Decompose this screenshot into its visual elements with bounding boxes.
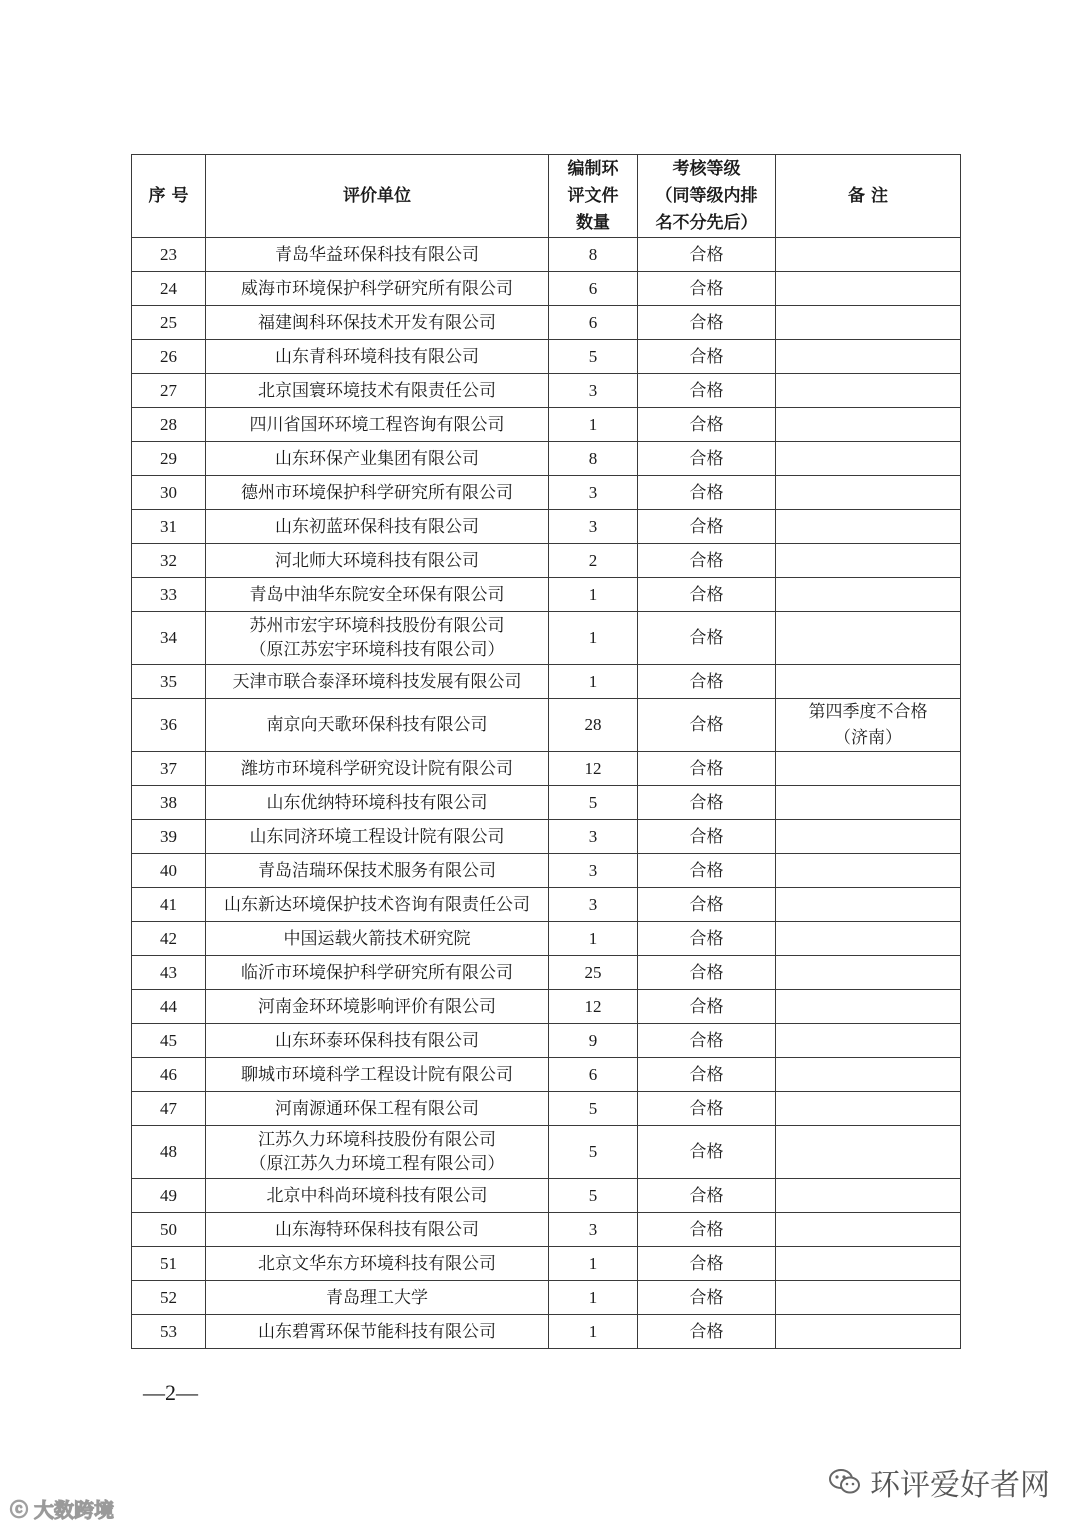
row-grade: 合格	[638, 1213, 776, 1247]
wechat-icon	[828, 1467, 862, 1497]
row-note	[776, 888, 961, 922]
row-note	[776, 442, 961, 476]
row-seq: 51	[132, 1247, 206, 1281]
row-unit-name	[206, 699, 549, 752]
row-seq: 33	[132, 578, 206, 612]
row-unit-name-line: 江苏久力环境科技股份有限公司	[258, 1130, 496, 1150]
table-row	[132, 578, 961, 612]
row-grade: 合格	[638, 699, 776, 752]
row-seq: 32	[132, 544, 206, 578]
row-unit-name-line: 潍坊市环境科学研究设计院有限公司	[241, 758, 513, 779]
row-unit-name	[206, 1126, 549, 1179]
row-unit-name	[206, 665, 549, 699]
row-unit-name	[206, 820, 549, 854]
row-unit-name-line: 山东海特环保科技有限公司	[275, 1219, 479, 1240]
row-seq: 49	[132, 1179, 206, 1213]
watermark-logo-icon: ⓒ	[10, 1499, 28, 1521]
table-row	[132, 786, 961, 820]
row-note	[776, 1024, 961, 1058]
row-count: 6	[549, 1058, 638, 1092]
row-unit-name	[206, 752, 549, 786]
row-unit-name-line: 山东青科环境科技有限公司	[275, 346, 479, 367]
row-count: 25	[549, 956, 638, 990]
table-row	[132, 752, 961, 786]
row-note	[776, 544, 961, 578]
row-unit-name-line: 天津市联合泰泽环境科技发展有限公司	[232, 671, 522, 692]
row-unit-name-line: 山东碧霄环保节能科技有限公司	[258, 1321, 496, 1342]
row-seq: 39	[132, 820, 206, 854]
header-count	[549, 155, 638, 238]
row-grade: 合格	[638, 272, 776, 306]
row-grade: 合格	[638, 442, 776, 476]
row-seq: 31	[132, 510, 206, 544]
row-note	[776, 922, 961, 956]
row-count: 1	[549, 578, 638, 612]
table-row	[132, 544, 961, 578]
table-row	[132, 820, 961, 854]
page-number: —2—	[143, 1380, 198, 1405]
watermark-right	[828, 1460, 1050, 1504]
row-unit-name	[206, 990, 549, 1024]
table-row	[132, 1179, 961, 1213]
row-count: 9	[549, 1024, 638, 1058]
row-seq: 34	[132, 612, 206, 665]
row-count: 8	[549, 238, 638, 272]
table-row	[132, 854, 961, 888]
row-unit-name	[206, 1092, 549, 1126]
row-count: 5	[549, 340, 638, 374]
row-seq: 36	[132, 699, 206, 752]
row-note	[776, 340, 961, 374]
row-seq: 48	[132, 1126, 206, 1179]
row-count: 3	[549, 854, 638, 888]
row-count: 3	[549, 820, 638, 854]
header-grade-line: （同等级内排	[655, 185, 758, 206]
row-note	[776, 1058, 961, 1092]
row-unit-name-line: 河南源通环保工程有限公司	[275, 1098, 479, 1119]
row-unit-name	[206, 340, 549, 374]
row-unit-name	[206, 1315, 549, 1349]
row-note	[776, 699, 961, 752]
header-count-line: 评文件	[567, 185, 619, 206]
row-unit-name-line: 福建闽科环保技术开发有限公司	[258, 312, 496, 333]
row-count: 3	[549, 888, 638, 922]
row-note	[776, 854, 961, 888]
row-unit-name	[206, 956, 549, 990]
row-unit-name	[206, 442, 549, 476]
table-body	[132, 238, 961, 1349]
row-count: 3	[549, 476, 638, 510]
table-row	[132, 442, 961, 476]
header-count-line: 编制环	[567, 158, 619, 179]
table-row	[132, 374, 961, 408]
row-unit-name-line: （原江苏久力环境工程有限公司）	[249, 1154, 505, 1174]
row-note	[776, 1247, 961, 1281]
row-count: 5	[549, 786, 638, 820]
row-unit-name	[206, 922, 549, 956]
table-row	[132, 1024, 961, 1058]
table-row	[132, 1281, 961, 1315]
table-row	[132, 612, 961, 665]
table-row	[132, 990, 961, 1024]
header-count-line: 数量	[576, 212, 610, 233]
row-grade: 合格	[638, 612, 776, 665]
row-unit-name-line: 青岛洁瑞环保技术服务有限公司	[258, 860, 496, 881]
row-unit-name	[206, 1213, 549, 1247]
row-note	[776, 578, 961, 612]
row-seq: 53	[132, 1315, 206, 1349]
header-unit: 评价单位	[206, 155, 549, 238]
table-row	[132, 1058, 961, 1092]
row-count: 1	[549, 408, 638, 442]
row-unit-name	[206, 1179, 549, 1213]
row-count: 1	[549, 1315, 638, 1349]
row-unit-name-line: 北京中科尚环境科技有限公司	[266, 1185, 488, 1206]
row-unit-name	[206, 786, 549, 820]
row-grade: 合格	[638, 340, 776, 374]
row-grade: 合格	[638, 1247, 776, 1281]
row-unit-name-line: 河北师大环境科技有限公司	[275, 550, 479, 571]
row-grade: 合格	[638, 888, 776, 922]
row-seq: 27	[132, 374, 206, 408]
table-row	[132, 956, 961, 990]
row-unit-name	[206, 510, 549, 544]
row-grade: 合格	[638, 922, 776, 956]
watermark-left	[10, 1494, 114, 1523]
table-row	[132, 408, 961, 442]
row-grade: 合格	[638, 854, 776, 888]
row-seq: 41	[132, 888, 206, 922]
row-note	[776, 306, 961, 340]
row-unit-name-line: 青岛理工大学	[326, 1287, 428, 1308]
table-row	[132, 888, 961, 922]
row-seq: 25	[132, 306, 206, 340]
row-note	[776, 1213, 961, 1247]
row-unit-name-line: 山东环保产业集团有限公司	[275, 448, 479, 469]
table-row	[132, 238, 961, 272]
row-seq: 43	[132, 956, 206, 990]
row-note	[776, 1126, 961, 1179]
watermark-right-text: 环评爱好者网	[870, 1468, 1050, 1503]
row-seq: 45	[132, 1024, 206, 1058]
table-row	[132, 1092, 961, 1126]
row-unit-name-line: 山东同济环境工程设计院有限公司	[249, 826, 505, 847]
row-unit-name-line: 河南金环环境影响评价有限公司	[258, 996, 496, 1017]
row-unit-name	[206, 612, 549, 665]
row-note	[776, 374, 961, 408]
row-count: 3	[549, 374, 638, 408]
header-seq: 序 号	[132, 155, 206, 238]
row-unit-name-line: 德州市环境保护科学研究所有限公司	[241, 482, 513, 503]
row-grade: 合格	[638, 544, 776, 578]
row-grade: 合格	[638, 306, 776, 340]
row-grade: 合格	[638, 786, 776, 820]
row-unit-name	[206, 1058, 549, 1092]
row-note	[776, 1281, 961, 1315]
row-grade: 合格	[638, 956, 776, 990]
row-grade: 合格	[638, 476, 776, 510]
row-note	[776, 510, 961, 544]
row-unit-name-line: 山东环泰环保科技有限公司	[275, 1030, 479, 1051]
row-note	[776, 1179, 961, 1213]
row-unit-name	[206, 272, 549, 306]
row-seq: 29	[132, 442, 206, 476]
row-unit-name	[206, 476, 549, 510]
row-unit-name-line: 北京文华东方环境科技有限公司	[258, 1253, 496, 1274]
row-unit-name	[206, 374, 549, 408]
row-unit-name	[206, 854, 549, 888]
row-count: 6	[549, 306, 638, 340]
row-grade: 合格	[638, 1058, 776, 1092]
row-grade: 合格	[638, 1126, 776, 1179]
row-count: 8	[549, 442, 638, 476]
row-seq: 44	[132, 990, 206, 1024]
row-seq: 23	[132, 238, 206, 272]
row-count: 1	[549, 1281, 638, 1315]
row-seq: 26	[132, 340, 206, 374]
row-unit-name	[206, 1024, 549, 1058]
row-note	[776, 956, 961, 990]
row-grade: 合格	[638, 408, 776, 442]
row-unit-name-line: 临沂市环境保护科学研究所有限公司	[241, 962, 513, 983]
table-row	[132, 1126, 961, 1179]
row-note	[776, 990, 961, 1024]
row-seq: 24	[132, 272, 206, 306]
row-count: 3	[549, 1213, 638, 1247]
row-grade: 合格	[638, 1315, 776, 1349]
row-unit-name-line: 山东优纳特环境科技有限公司	[266, 792, 488, 813]
row-count: 12	[549, 990, 638, 1024]
row-seq: 42	[132, 922, 206, 956]
row-seq: 35	[132, 665, 206, 699]
row-count: 28	[549, 699, 638, 752]
header-grade-line: 名不分先后）	[655, 212, 758, 233]
row-count: 12	[549, 752, 638, 786]
row-grade: 合格	[638, 752, 776, 786]
row-grade: 合格	[638, 578, 776, 612]
row-unit-name-line: 四川省国环环境工程咨询有限公司	[249, 414, 505, 435]
row-unit-name	[206, 238, 549, 272]
row-count: 1	[549, 922, 638, 956]
row-unit-name-line: 山东初蓝环保科技有限公司	[275, 516, 479, 537]
row-grade: 合格	[638, 990, 776, 1024]
row-seq: 37	[132, 752, 206, 786]
row-count: 2	[549, 544, 638, 578]
row-seq: 38	[132, 786, 206, 820]
row-seq: 28	[132, 408, 206, 442]
row-count: 5	[549, 1092, 638, 1126]
row-note	[776, 272, 961, 306]
row-note	[776, 1092, 961, 1126]
row-note	[776, 820, 961, 854]
row-grade: 合格	[638, 374, 776, 408]
row-note	[776, 238, 961, 272]
table-row	[132, 1213, 961, 1247]
row-unit-name	[206, 1281, 549, 1315]
row-note	[776, 408, 961, 442]
row-count: 3	[549, 510, 638, 544]
table-header-row	[132, 155, 961, 238]
row-count: 1	[549, 612, 638, 665]
table-row	[132, 476, 961, 510]
watermark-left-text: 大数跨境	[34, 1498, 114, 1522]
row-unit-name-line: 聊城市环境科学工程设计院有限公司	[241, 1064, 513, 1085]
row-note	[776, 665, 961, 699]
table-row	[132, 665, 961, 699]
row-note-line: 第四季度不合格	[808, 702, 928, 722]
row-grade: 合格	[638, 238, 776, 272]
row-count: 1	[549, 665, 638, 699]
row-note	[776, 612, 961, 665]
row-note	[776, 1315, 961, 1349]
row-unit-name	[206, 408, 549, 442]
row-grade: 合格	[638, 1092, 776, 1126]
row-grade: 合格	[638, 820, 776, 854]
evaluation-table	[131, 154, 961, 1349]
table-row	[132, 510, 961, 544]
header-note: 备 注	[776, 155, 961, 238]
row-unit-name	[206, 306, 549, 340]
row-count: 5	[549, 1179, 638, 1213]
header-grade-line: 考核等级	[672, 158, 741, 179]
row-grade: 合格	[638, 665, 776, 699]
row-seq: 30	[132, 476, 206, 510]
row-note	[776, 752, 961, 786]
row-count: 1	[549, 1247, 638, 1281]
row-unit-name-line: 南京向天歌环保科技有限公司	[266, 715, 488, 735]
row-grade: 合格	[638, 1281, 776, 1315]
row-count: 5	[549, 1126, 638, 1179]
table-row	[132, 1315, 961, 1349]
header-grade	[638, 155, 776, 238]
row-unit-name-line: 山东新达环境保护技术咨询有限责任公司	[224, 894, 530, 915]
row-note	[776, 786, 961, 820]
row-count: 6	[549, 272, 638, 306]
table-row	[132, 922, 961, 956]
row-unit-name	[206, 578, 549, 612]
row-unit-name	[206, 544, 549, 578]
row-seq: 46	[132, 1058, 206, 1092]
row-note	[776, 476, 961, 510]
row-grade: 合格	[638, 1024, 776, 1058]
table-row	[132, 699, 961, 752]
row-unit-name	[206, 888, 549, 922]
row-unit-name-line: （原江苏宏宇环境科技有限公司）	[249, 640, 505, 660]
row-seq: 50	[132, 1213, 206, 1247]
table-row	[132, 340, 961, 374]
row-note-line: （济南）	[834, 728, 902, 748]
row-seq: 52	[132, 1281, 206, 1315]
row-unit-name-line: 青岛中油华东院安全环保有限公司	[249, 584, 505, 605]
row-unit-name-line: 中国运载火箭技术研究院	[283, 928, 471, 949]
row-seq: 47	[132, 1092, 206, 1126]
row-unit-name-line: 威海市环境保护科学研究所有限公司	[241, 278, 513, 299]
table-row	[132, 306, 961, 340]
row-unit-name	[206, 1247, 549, 1281]
row-grade: 合格	[638, 510, 776, 544]
table-row	[132, 272, 961, 306]
row-grade: 合格	[638, 1179, 776, 1213]
row-unit-name-line: 北京国寰环境技术有限责任公司	[258, 380, 496, 401]
row-seq: 40	[132, 854, 206, 888]
table-row	[132, 1247, 961, 1281]
row-unit-name-line: 苏州市宏宇环境科技股份有限公司	[249, 616, 505, 636]
row-unit-name-line: 青岛华益环保科技有限公司	[275, 244, 479, 265]
